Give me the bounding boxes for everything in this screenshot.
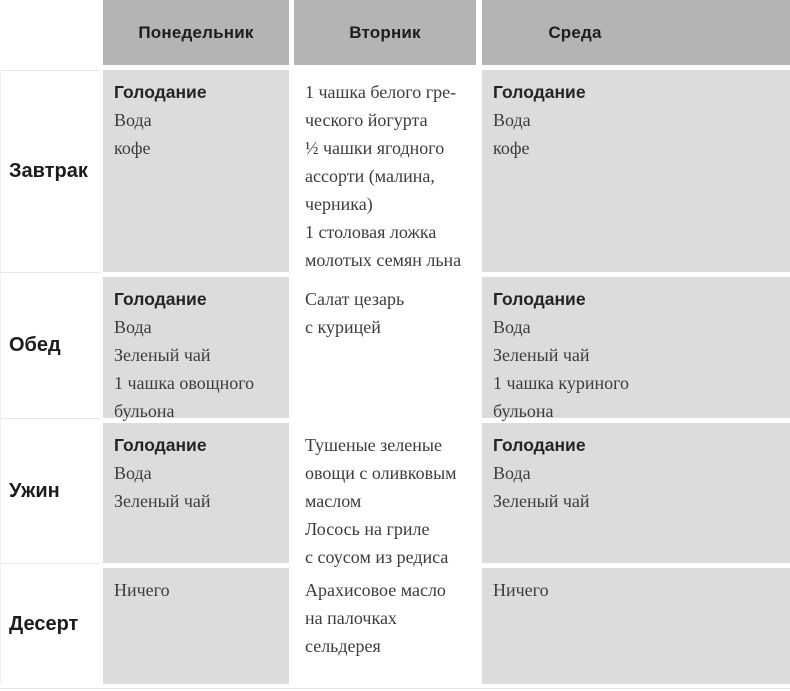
text-line: маслом xyxy=(305,491,362,511)
text-line: бульона xyxy=(493,401,554,421)
cell-lunch-monday xyxy=(103,277,289,421)
cell-dinner-tuesday xyxy=(294,423,476,567)
text-line: Арахисовое масло xyxy=(305,580,446,600)
row-label-dinner xyxy=(0,418,100,563)
cell-dinner-wednesday xyxy=(482,423,790,563)
text-line: с курицей xyxy=(305,317,381,337)
text-line: на палочках xyxy=(305,608,397,628)
text-line: Тушеные зеленые xyxy=(305,435,442,455)
text-line: сельдерея xyxy=(305,636,381,656)
row-label-breakfast xyxy=(0,70,100,272)
column-header-wednesday xyxy=(482,0,790,65)
text-line: 1 чашка куриного xyxy=(493,373,630,393)
cell-breakfast-tuesday xyxy=(294,70,476,272)
column-header-tuesday xyxy=(294,0,476,65)
text-line: с соусом из редиса xyxy=(305,547,449,567)
cell-lunch-tuesday xyxy=(294,277,476,418)
text-line: ассорти (малина, xyxy=(305,166,435,186)
text-line: Ничего xyxy=(493,580,549,600)
text-line: 1 столовая ложка xyxy=(305,222,437,242)
text-line: Голодание xyxy=(114,435,207,455)
text-line: Зеленый чай xyxy=(114,345,211,365)
table-bottom-divider xyxy=(0,688,790,689)
text-line: Вода xyxy=(114,317,152,337)
cell-breakfast-monday xyxy=(103,70,289,272)
row-label-dessert xyxy=(0,563,100,684)
text-line: Голодание xyxy=(493,289,586,309)
text-line: Голодание xyxy=(114,82,207,102)
row-label-lunch xyxy=(0,272,100,418)
text-line: Вода xyxy=(493,463,531,483)
cell-dessert-monday xyxy=(103,568,289,684)
text-line: Зеленый чай xyxy=(493,491,590,511)
cell-dessert-tuesday xyxy=(294,568,476,684)
row-label-text: Обед xyxy=(9,334,61,356)
text-line: Салат цезарь xyxy=(305,289,405,309)
text-line: Зеленый чай xyxy=(493,345,590,365)
text-line: Зеленый чай xyxy=(114,491,211,511)
text-line: Вода xyxy=(493,317,531,337)
column-header-label: Понедельник xyxy=(138,22,254,42)
text-line: Голодание xyxy=(493,435,586,455)
text-line: Вода xyxy=(114,463,152,483)
text-line: Лосось на гриле xyxy=(305,519,430,539)
row-label-text: Завтрак xyxy=(9,160,88,182)
text-line: черника) xyxy=(305,194,373,214)
text-line: молотых семян льна xyxy=(305,250,462,270)
text-line: Вода xyxy=(493,110,531,130)
cell-dinner-monday xyxy=(103,423,289,563)
cell-lunch-wednesday xyxy=(482,277,790,421)
row-label-text: Десерт xyxy=(9,612,79,635)
text-line: кофе xyxy=(114,138,151,158)
text-line: ½ чашки ягодного xyxy=(305,138,445,158)
column-header-label: Вторник xyxy=(349,22,421,42)
text-line: кофе xyxy=(493,138,530,158)
row-label-text: Ужин xyxy=(9,479,60,502)
column-header-label: Среда xyxy=(548,22,602,42)
cell-breakfast-wednesday xyxy=(482,70,790,272)
text-line: Голодание xyxy=(493,82,586,102)
text-line: овощи с оливковым xyxy=(305,463,457,483)
text-line: ческого йогурта xyxy=(305,110,428,130)
text-line: Вода xyxy=(114,110,152,130)
text-line: 1 чашка овощного xyxy=(114,373,255,393)
text-line: Голодание xyxy=(114,289,207,309)
cell-dessert-wednesday xyxy=(482,568,790,684)
text-line: 1 чашка белого гре- xyxy=(305,82,457,102)
column-header-monday xyxy=(103,0,289,65)
text-line: бульона xyxy=(114,401,175,421)
text-line: Ничего xyxy=(114,580,170,600)
